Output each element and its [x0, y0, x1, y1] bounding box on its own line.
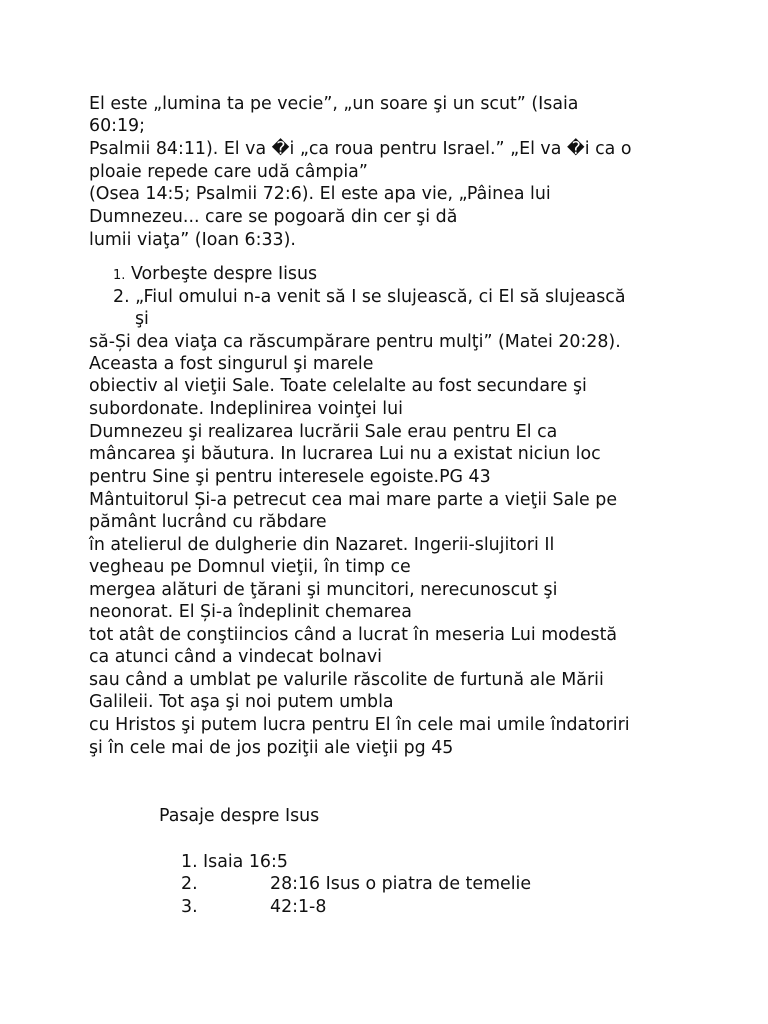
paragraph-line: Dumnezeu... care se pogoară din cer şi dă: [89, 207, 458, 227]
passage-number: 2.: [181, 874, 198, 894]
paragraph-line: pământ lucrând cu răbdare: [89, 512, 327, 532]
paragraph-line: Aceasta a fost singurul şi marele: [89, 354, 374, 374]
paragraph-line: Galileii. Tot aşa şi noi putem umbla: [89, 692, 394, 712]
paragraph-line: pentru Sine şi pentru interesele egoiste.PG 43: [89, 467, 491, 487]
list-item-wrap: şi: [135, 309, 149, 329]
passage-text: 42:1-8: [270, 897, 327, 917]
paragraph-line: lumii viaţa” (Ioan 6:33).: [89, 230, 296, 250]
list-item-number: 2.: [113, 287, 130, 307]
passage-text: Isaia 16:5: [203, 852, 288, 872]
passage-text: 28:16 Isus o piatra de temelie: [270, 874, 532, 894]
paragraph-line: vegheau pe Domnul vieţii, în timp ce: [89, 557, 411, 577]
paragraph-line: ploaie repede care udă câmpia”: [89, 162, 368, 182]
paragraph-line: mâncarea şi băutura. In lucrarea Lui nu a existat niciun loc: [89, 444, 601, 464]
list-item: [113, 286, 625, 308]
paragraph-line: obiectiv al vieţii Sale. Toate celelalte au fost secundare şi: [89, 376, 587, 396]
paragraph-line: Mântuitorul Și-a petrecut cea mai mare parte a vieţii Sale pe: [89, 490, 618, 510]
paragraph-line: El este „lumina ta pe vecie”, „un soare şi un scut” (Isaia: [89, 94, 579, 114]
paragraph-line: ca atunci când a vindecat bolnavi: [89, 647, 382, 667]
paragraph-line: neonorat. El Și-a îndeplinit chemarea: [89, 602, 412, 622]
list-item: [113, 263, 317, 287]
paragraph-line: (Osea 14:5; Psalmii 72:6). El este apa vie, „Pâinea lui: [89, 184, 551, 204]
paragraph-line: cu Hristos şi putem lucra pentru El în cele mai umile îndatoriri: [89, 715, 630, 735]
paragraph-line: subordonate. Indeplinirea voinţei lui: [89, 399, 403, 419]
paragraph-line: mergea alături de ţărani şi muncitori, nerecunoscut şi: [89, 580, 558, 600]
passage-number: 1.: [181, 852, 198, 872]
paragraph-line: 60:19;: [89, 116, 145, 136]
section-heading: Pasaje despre Isus: [159, 806, 320, 826]
list-item-text: Vorbeşte despre Iisus: [130, 264, 318, 284]
passage-number: 3.: [181, 897, 198, 917]
paragraph-line: tot atât de conştiincios când a lucrat în meseria Lui modestă: [89, 625, 618, 645]
paragraph-line: Psalmii 84:11). El va �i „ca roua pentru Israel.” „El va �i ca o: [89, 139, 632, 159]
paragraph-line: Dumnezeu şi realizarea lucrării Sale erau pentru El ca: [89, 422, 558, 442]
list-item-number: 1.: [113, 268, 126, 283]
paragraph-line: în atelierul de dulgherie din Nazaret. Ingerii-slujitori Il: [89, 535, 555, 555]
list-item-text: „Fiul omului n-a venit să I se slujească, ci El să slujească: [135, 287, 626, 307]
paragraph-line: să-Și dea viaţa ca răscumpărare pentru mulţi” (Matei 20:28).: [89, 332, 621, 352]
paragraph-line: şi în cele mai de jos poziţii ale vieţii pg 45: [89, 738, 454, 758]
paragraph-line: sau când a umblat pe valurile răscolite de furtună ale Mării: [89, 670, 604, 690]
